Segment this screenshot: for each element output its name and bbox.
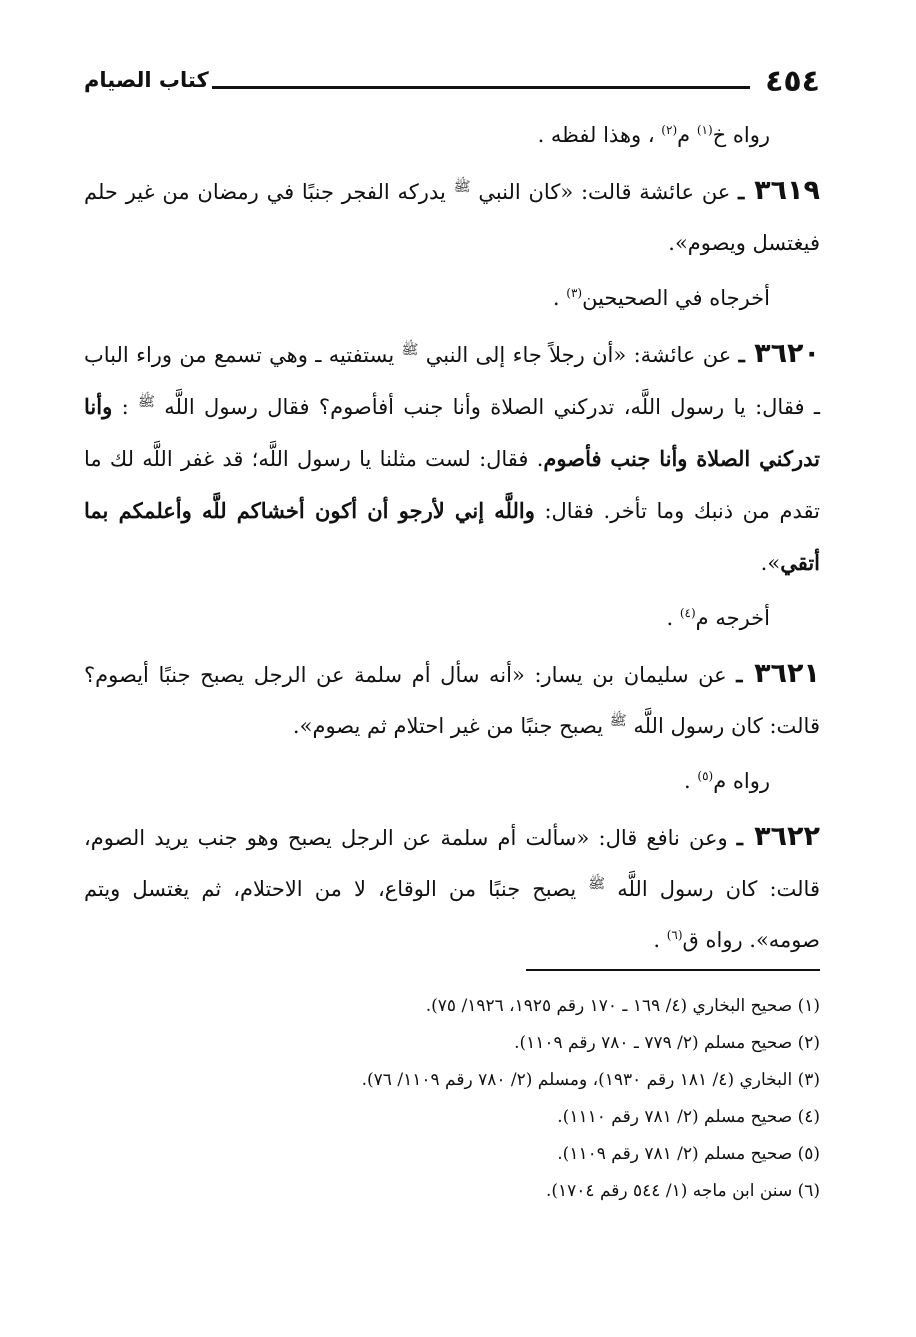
- intro-text: ، وهذا لفظه .: [537, 123, 662, 147]
- footnote-ref-2[interactable]: (٢): [661, 123, 678, 137]
- source-text: رواه م: [713, 769, 770, 793]
- hadith-number: ٣٦٢٠: [754, 338, 821, 369]
- intro-text: م: [677, 123, 697, 147]
- source-text: .: [666, 606, 680, 630]
- hadith-number: ٣٦٢١: [754, 658, 820, 689]
- salawat-symbol: ﷺ: [453, 179, 471, 195]
- footnote-5: (٥) صحيح مسلم (٢/ ٧٨١ رقم ١١٠٩).: [557, 1144, 820, 1164]
- book-title: كتاب الصيام: [84, 68, 209, 92]
- hadith-text: . فقال: لست مثلنا يا رسول اللَّه؛ قد غفر اللَّه لك ما تقدم من ذنبك وما تأخر. فقال:: [84, 447, 820, 523]
- dash: ـ: [738, 342, 745, 367]
- footnote-1: (١) صحيح البخاري (٤/ ١٦٩ ـ ١٧٠ رقم ١٩٢٥، ١٩٢٦/ ٧٥).: [425, 996, 820, 1016]
- footnote-ref-6[interactable]: (٦): [666, 928, 683, 942]
- salawat-symbol: ﷺ: [609, 713, 627, 729]
- source-text: أخرجاه في الصحيحين: [582, 286, 770, 310]
- footnote-6: (٦) سنن ابن ماجه (١/ ٥٤٤ رقم ١٧٠٤).: [545, 1181, 820, 1201]
- salawat-symbol: ﷺ: [401, 342, 419, 358]
- hadith-3621-source: [84, 756, 820, 807]
- page-number: ٤٥٤: [765, 64, 820, 99]
- hadith-text: يصبح جنبًا من غير احتلام ثم يصوم».: [292, 714, 610, 738]
- hadith-3621: [84, 648, 820, 752]
- footnote-ref-1[interactable]: (١): [696, 123, 713, 137]
- hadith-3619: [84, 165, 820, 269]
- page-header: [84, 62, 820, 106]
- hadith-3622: [84, 811, 820, 966]
- hadith-text: عن عائشة: «أن رجلاً جاء إلى النبي: [418, 343, 739, 367]
- hadith-text: يدركه الفجر جنبًا في رمضان من غير حلم فيغتسل ويصوم».: [84, 180, 820, 255]
- page-body: [84, 110, 820, 970]
- footnote-ref-5[interactable]: (٥): [697, 769, 714, 783]
- hadith-number: ٣٦١٩: [754, 175, 820, 206]
- hadith-text: ».: [760, 551, 781, 575]
- hadith-3619-source: [84, 273, 820, 324]
- hadith-text: :: [112, 395, 138, 419]
- intro-source-line: [84, 110, 820, 161]
- footnote-ref-4[interactable]: (٤): [679, 606, 696, 620]
- header-rule: [212, 86, 750, 89]
- hadith-3620: [84, 328, 820, 589]
- source-text: أخرجه م: [695, 606, 770, 630]
- hadith-text: عن سليمان بن يسار: «أنه سأل أم سلمة عن الرجل يصبح جنبًا أيصوم؟ قالت: كان رسول اللَّه: [84, 663, 820, 738]
- footnote-rule: [526, 969, 820, 971]
- dash: ـ: [738, 179, 745, 204]
- hadith-3620-source: [84, 593, 820, 644]
- dash: ـ: [736, 825, 743, 850]
- prophetic-quote: وأنا تدركني الصلاة وأنا جنب فأصوم: [84, 394, 820, 471]
- hadith-text: يستفتيه ـ وهي تسمع من وراء الباب ـ فقال: يا رسول اللَّه، تدركني الصلاة وأنا جنب أفأصوم؟ فقال رسول اللَّه: [84, 343, 820, 419]
- hadith-text: يصبح جنبًا من الوقاع، لا من الاحتلام، ثم يغتسل ويتم صومه». رواه ق: [84, 877, 820, 952]
- intro-text: رواه خ: [712, 123, 770, 147]
- hadith-text: .: [653, 928, 667, 952]
- dash: ـ: [736, 662, 743, 687]
- footnote-4: (٤) صحيح مسلم (٢/ ٧٨١ رقم ١١١٠).: [557, 1107, 820, 1127]
- source-text: .: [552, 286, 567, 310]
- hadith-text: عن عائشة قالت: «كان النبي: [470, 180, 739, 204]
- hadith-text: وعن نافع قال: «سألت أم سلمة عن الرجل يصبح وهو جنب يريد الصوم، قالت: كان رسول اللَّه: [84, 826, 820, 901]
- footnote-2: (٢) صحيح مسلم (٢/ ٧٧٩ ـ ٧٨٠ رقم ١١٠٩).: [514, 1033, 820, 1053]
- hadith-number: ٣٦٢٢: [754, 821, 820, 852]
- footnote-ref-3[interactable]: (٣): [566, 286, 583, 300]
- salawat-symbol: ﷺ: [138, 394, 155, 410]
- prophetic-quote: واللَّه إني لأرجو أن أكون أخشاكم للَّه وأعلمكم بما أتقي: [84, 498, 820, 575]
- salawat-symbol: ﷺ: [588, 876, 606, 892]
- footnotes: [84, 988, 820, 1210]
- source-text: .: [684, 769, 698, 793]
- footnote-3: (٣) البخاري (٤/ ١٨١ رقم ١٩٣٠)، ومسلم (٢/ ٧٨٠ رقم ١١٠٩/ ٧٦).: [361, 1070, 820, 1090]
